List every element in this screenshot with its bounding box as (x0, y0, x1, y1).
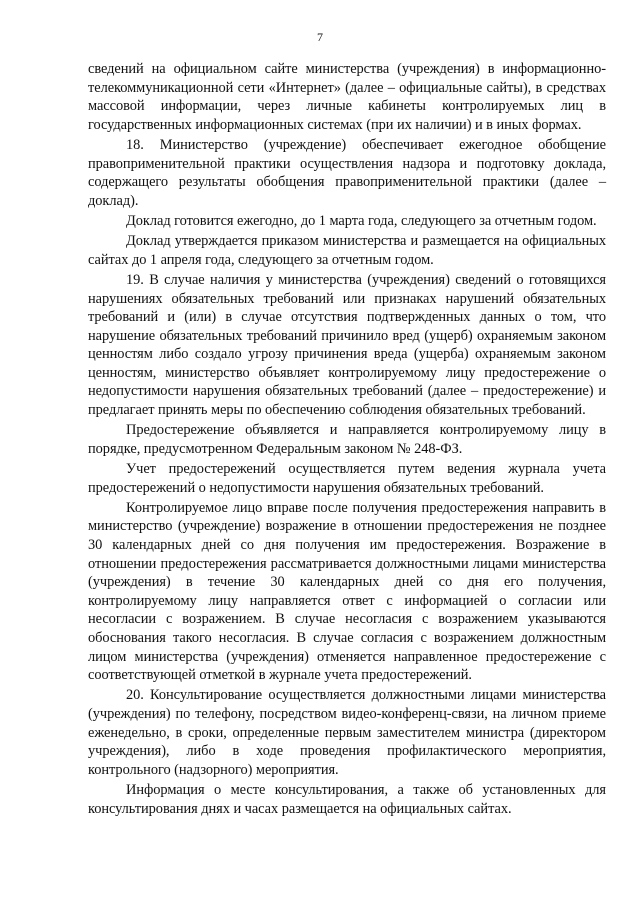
page-number: 7 (317, 30, 323, 44)
paragraph-objection: Контролируемое лицо вправе после получения предостережения направить в министерство (учреждение) возражение в отношении предостережения не позднее 30 календарных дней со дня получения им предостережения. Возражение в отношении предостережения рассматривается должностными лицами министерства (учреждения) в течение 30 календарных дней со дня его получения, контролируемому лицу направляется ответ с информацией о согласии или несогласии с возражением. В случае несогласия с возражением указываются обоснования такого несогласия. В случае согласия с возражением должностным лицом министерства (учреждения) отменяется направленное предостережение с соответствующей отметкой в журнале учета предостережений. (88, 499, 606, 684)
paragraph-18-practice-generalization: 18. Министерство (учреждение) обеспечивает ежегодное обобщение правоприменительной практики осуществления надзора и подготовку доклада, содержащего результаты обобщения правоприменительной практики (далее – доклад). (88, 136, 606, 209)
paragraph-report-preparation: Доклад готовится ежегодно, до 1 марта года, следующего за отчетным годом. (126, 212, 597, 229)
paragraph-consultation-info: Информация о месте консультирования, а также об установленных для консультирования днях и часах размещается на официальных сайтах. (88, 781, 606, 817)
paragraph-20-consultation: 20. Консультирование осуществляется должностными лицами министерства (учреждения) по телефону, посредством видео-конференц-связи, на личном приеме еженедельно, в сроки, определенные первым заместителем министра (директором учреждения), либо в ходе проведения профилактического мероприятия, контрольного (надзорного) мероприятия. (88, 687, 606, 778)
paragraph-19-warning: 19. В случае наличия у министерства (учреждения) сведений о готовящихся нарушениях обязательных требований или признаках нарушений обязательных требований и (или) в случае отсутствия подтвержденных данных о том, что нарушение обязательных требований причинило вред (ущерб) охраняемым законом ценностям либо создало угрозу причинения вреда (ущерба) охраняемым законом ценностям, министерство объявляет контролируемому лицу предостережение о недопустимости нарушения обязательных требований (далее – предостережение) и предлагает принять меры по обеспечению соблюдения обязательных требований. (88, 271, 606, 419)
paragraph-report-approval: Доклад утверждается приказом министерства и размещается на официальных сайтах до 1 апреля года, следующего за отчетным годом. (88, 233, 606, 268)
paragraph-warning-delivery: Предостережение объявляется и направляется контролируемому лицу в порядке, предусмотренном Федеральным законом № 248-ФЗ. (88, 422, 606, 457)
paragraph-warning-journal: Учет предостережений осуществляется путем ведения журнала учета предостережений о недопустимости нарушения обязательных требований. (88, 461, 606, 496)
document-body (88, 60, 606, 820)
paragraph-continuation-official-sites: сведений на официальном сайте министерства (учреждения) в информационно-телекоммуникационной сети «Интернет» (далее – официальные сайты), в средствах массовой информации, через личные кабинеты контролируемых лиц в государственных информационных системах (при их наличии) и в иных формах. (88, 61, 606, 133)
